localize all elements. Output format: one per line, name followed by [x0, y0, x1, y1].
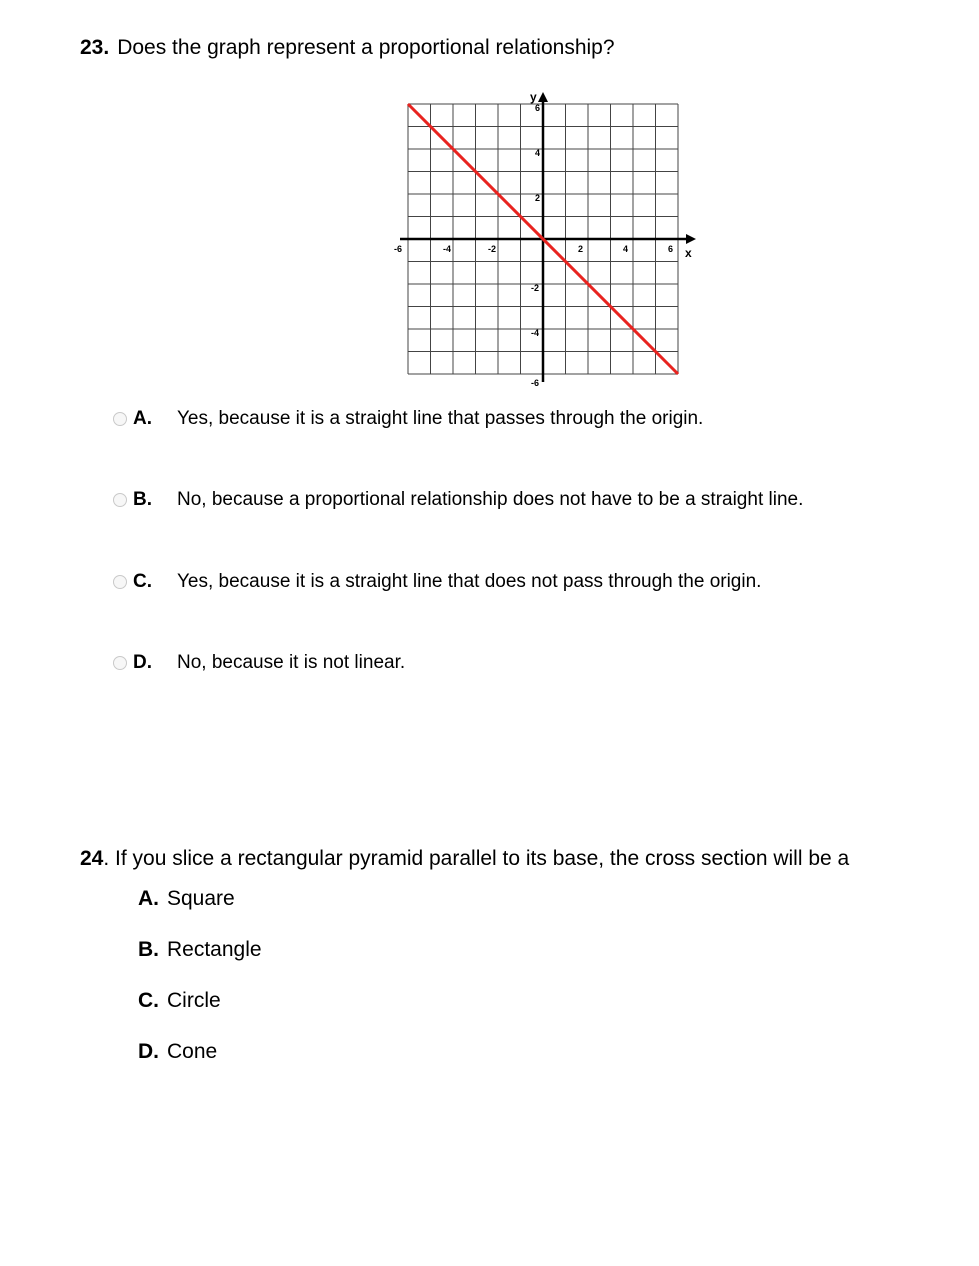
y-tick-label: 4 [535, 148, 541, 158]
option-letter: D. [133, 652, 152, 673]
option-text: Cone [167, 1040, 218, 1063]
option-letter: B. [138, 938, 159, 961]
q23-option-c[interactable] [113, 571, 761, 593]
option-letter: C. [133, 571, 152, 592]
option-text: Square [167, 887, 235, 910]
radio-button[interactable] [113, 575, 127, 589]
question-number: 24 [80, 847, 104, 870]
option-text: Circle [167, 989, 221, 1012]
q24-option-d[interactable] [138, 1040, 217, 1064]
option-letter: A. [138, 887, 159, 910]
y-tick-label: 6 [535, 103, 541, 113]
option-letter: D. [138, 1040, 159, 1063]
x-axis-label: x [685, 246, 692, 260]
q24-option-b[interactable] [138, 938, 262, 962]
y-tick-label: 2 [535, 193, 541, 203]
radio-button[interactable] [113, 493, 127, 507]
coordinate-graph [388, 84, 708, 394]
y-axis-label: y [530, 90, 537, 104]
x-tick-label: 6 [668, 244, 674, 254]
q23-option-d[interactable] [113, 652, 405, 674]
radio-button[interactable] [113, 412, 127, 426]
option-text: No, because a proportional relationship does not have to be a straight line. [177, 489, 804, 510]
x-tick-label: 2 [578, 244, 584, 254]
option-text: No, because it is not linear. [177, 652, 406, 673]
question-text: Does the graph represent a proportional relationship? [117, 36, 615, 59]
x-tick-label: 4 [623, 244, 629, 254]
y-tick-label: -2 [531, 283, 540, 293]
option-text: Yes, because it is a straight line that does not pass through the origin. [177, 571, 762, 592]
q24-option-c[interactable] [138, 989, 221, 1013]
question-24 [80, 847, 849, 871]
option-letter: C. [138, 989, 159, 1012]
radio-button[interactable] [113, 656, 127, 670]
y-tick-label: -4 [531, 328, 540, 338]
option-text: Rectangle [167, 938, 262, 961]
question-23 [80, 36, 615, 60]
q24-option-a[interactable] [138, 887, 235, 911]
option-letter: B. [133, 489, 152, 510]
axes [400, 92, 696, 382]
question-number: 23. [80, 36, 110, 59]
x-tick-label: -4 [443, 244, 452, 254]
x-tick-label: -6 [394, 244, 403, 254]
option-text: Yes, because it is a straight line that passes through the origin. [177, 408, 704, 429]
x-axis-arrow [686, 234, 696, 244]
y-tick-label: -6 [531, 378, 540, 388]
y-axis-arrow [538, 92, 548, 102]
x-tick-label: -2 [488, 244, 497, 254]
q23-option-b[interactable] [113, 489, 803, 511]
option-letter: A. [133, 408, 152, 429]
q23-option-a[interactable] [113, 408, 703, 430]
question-text: . If you slice a rectangular pyramid parallel to its base, the cross section will be a [103, 847, 850, 870]
